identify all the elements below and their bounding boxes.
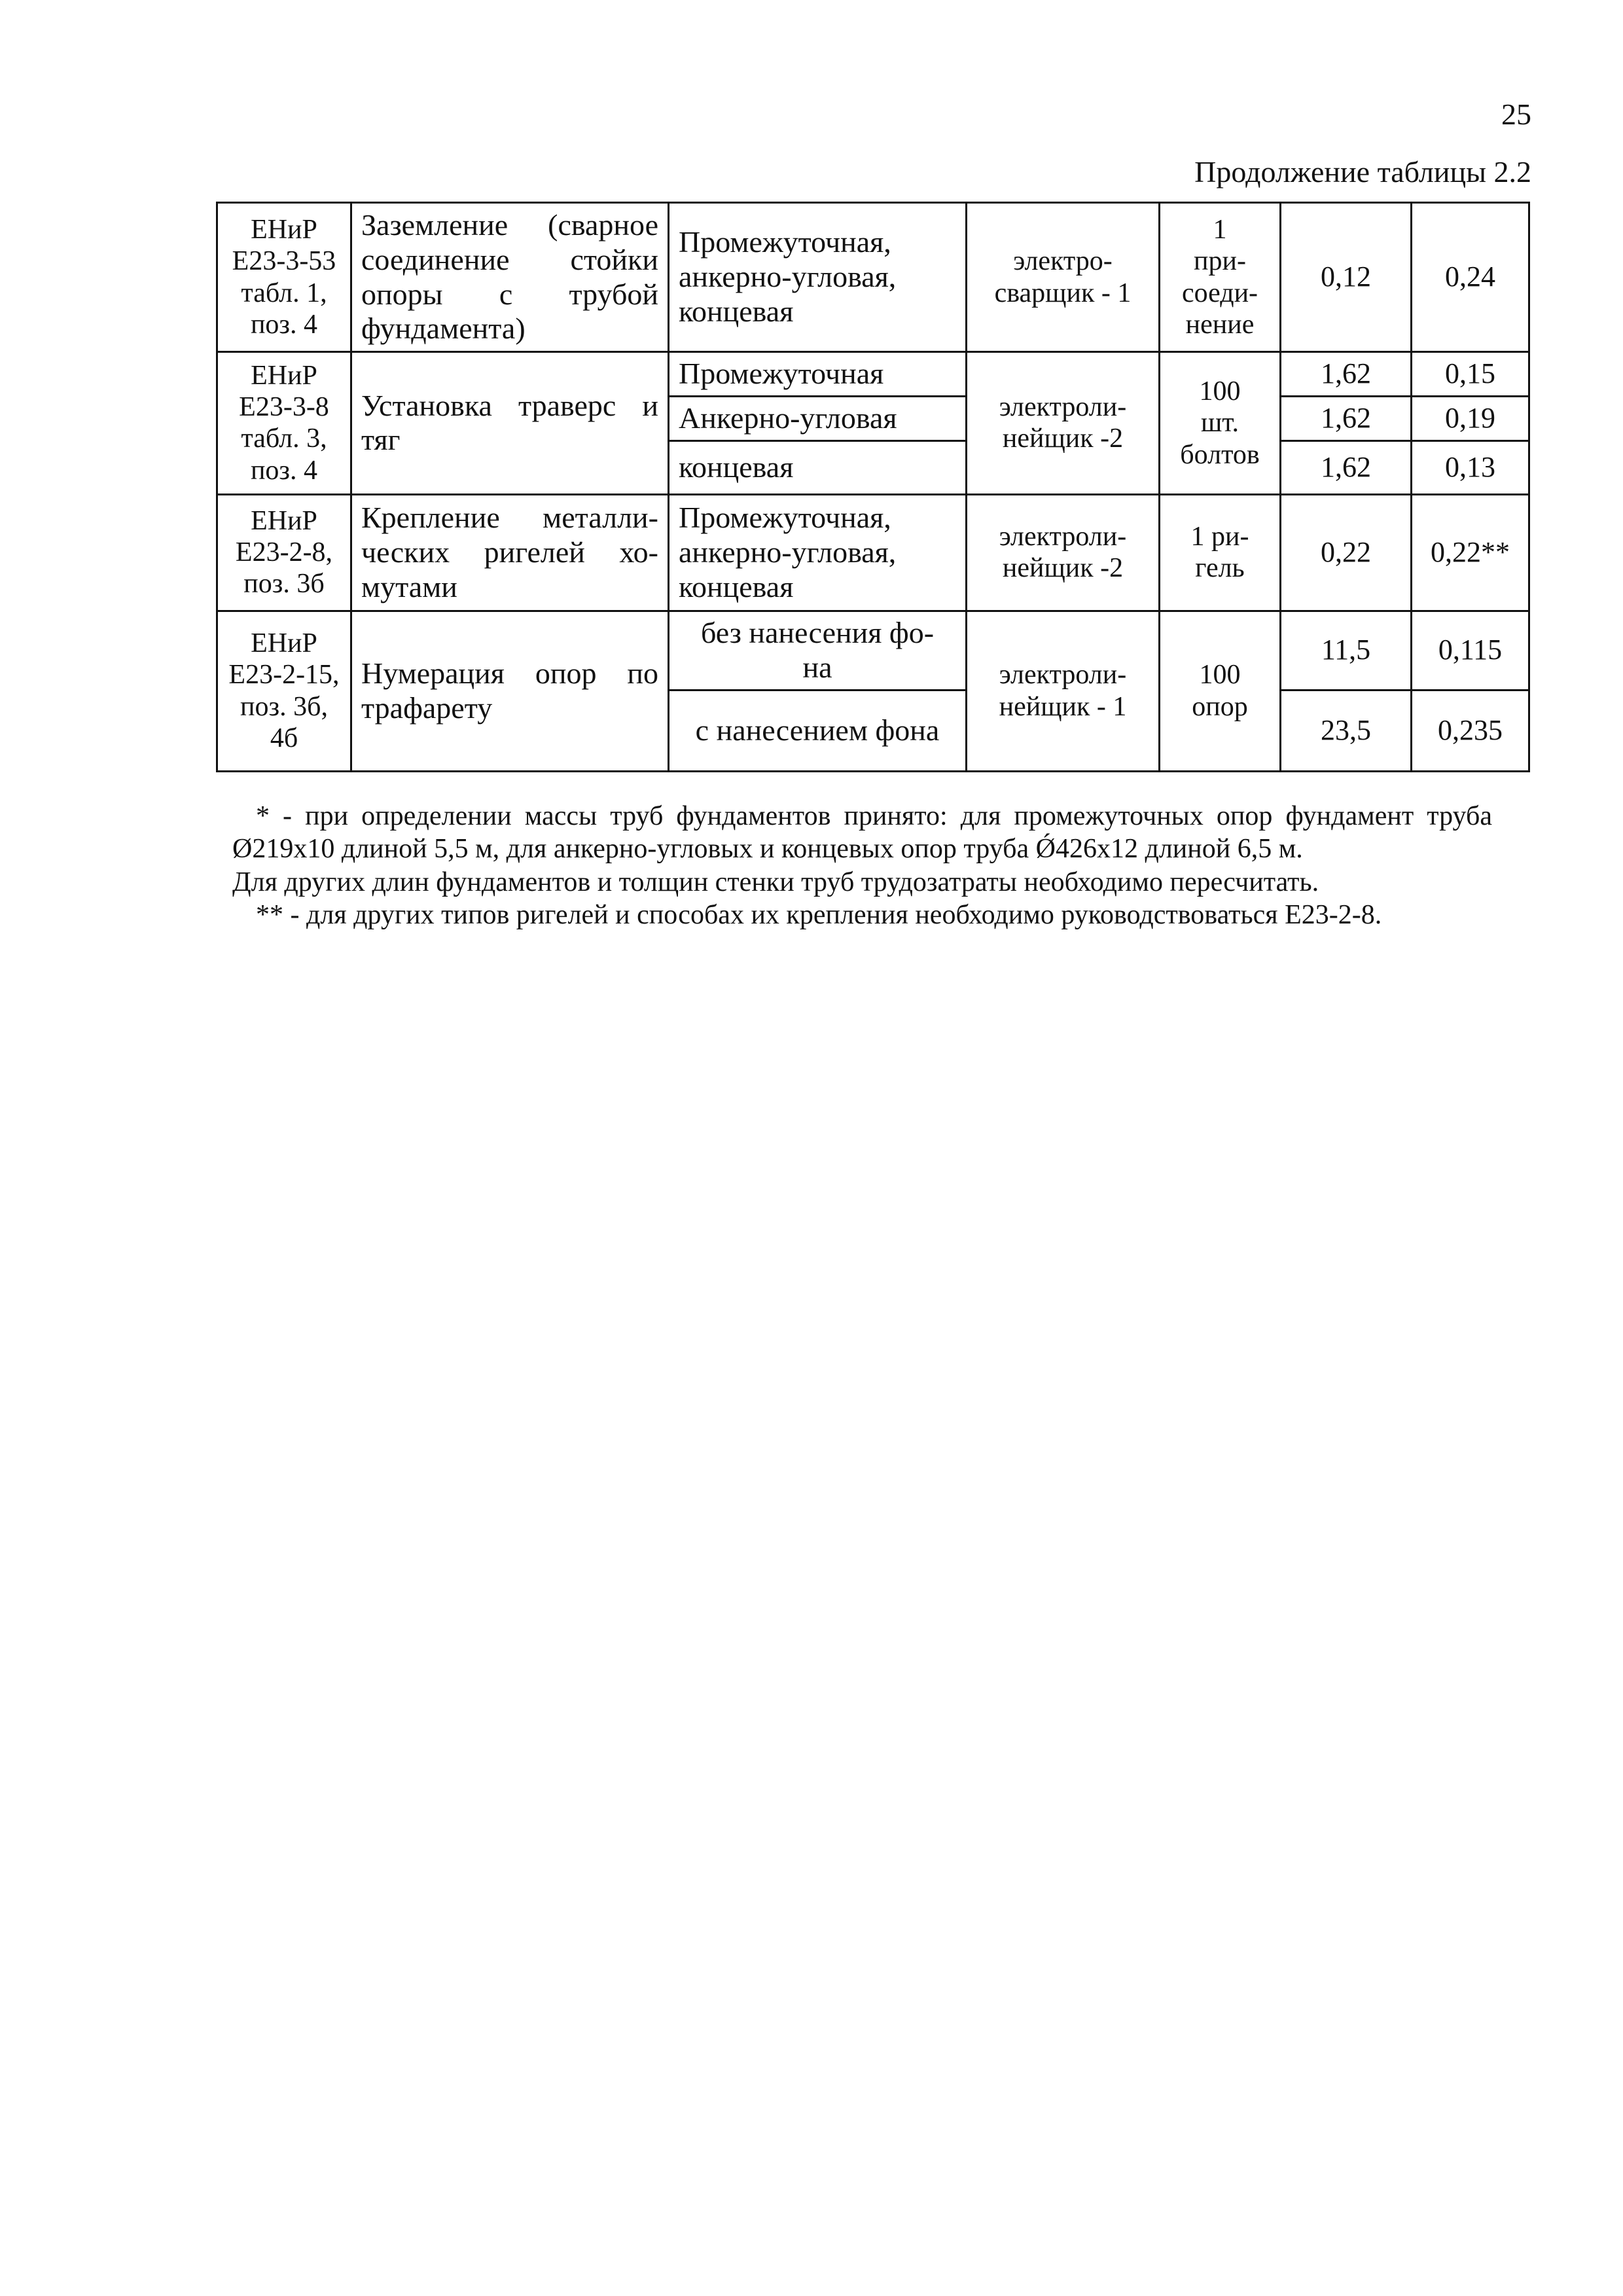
value-1-cell: 0,12 xyxy=(1281,203,1412,352)
value-1-cell: 0,22 xyxy=(1281,494,1412,611)
value-1-cell: 23,5 xyxy=(1281,690,1412,771)
norms-table xyxy=(216,202,1530,772)
footnote-1-continuation: Для других длин фундаментов и толщин стенки труб трудозатраты необходимо пересчитать. xyxy=(232,867,1319,897)
worker-cell: электроли- нейщик - 1 xyxy=(967,611,1160,771)
worker-cell: электро- сварщик - 1 xyxy=(967,203,1160,352)
value-2-cell: 0,15 xyxy=(1412,352,1529,397)
support-type-cell: Промежуточная, анкерно-угловая, концевая xyxy=(669,494,967,611)
value-2-cell: 0,115 xyxy=(1412,611,1529,690)
support-type-cell: Анкерно-угловая xyxy=(669,396,967,440)
footnote-2: ** - для других типов ригелей и способах их крепления необходимо руководствоваться Е23-2-8. xyxy=(256,900,1382,931)
table-row xyxy=(217,203,1529,352)
unit-cell: 100 опор xyxy=(1160,611,1281,771)
value-2-cell: 0,235 xyxy=(1412,690,1529,771)
value-2-cell: 0,24 xyxy=(1412,203,1529,352)
worker-cell: электроли- нейщик -2 xyxy=(967,352,1160,495)
value-2-cell: 0,19 xyxy=(1412,396,1529,440)
unit-cell: 100 шт. болтов xyxy=(1160,352,1281,495)
unit-cell: 1 ри- гель xyxy=(1160,494,1281,611)
work-description-cell: Нумерация опор по трафарету xyxy=(351,611,669,771)
norm-code-cell: ЕНиР Е23-2-8, поз. 3б xyxy=(217,494,351,611)
value-1-cell: 1,62 xyxy=(1281,440,1412,494)
support-type-cell: Промежуточная xyxy=(669,352,967,397)
support-type-cell: концевая xyxy=(669,440,967,494)
norm-code-cell: ЕНиР Е23-2-15, поз. 3б, 4б xyxy=(217,611,351,771)
table-caption: Продолжение таблицы 2.2 xyxy=(1194,155,1531,188)
table-row xyxy=(217,494,1529,611)
value-2-cell: 0,22** xyxy=(1412,494,1529,611)
value-1-cell: 11,5 xyxy=(1281,611,1412,690)
page-number: 25 xyxy=(1501,98,1531,131)
unit-cell: 1 при- соеди- нение xyxy=(1160,203,1281,352)
table-row xyxy=(217,611,1529,690)
value-1-cell: 1,62 xyxy=(1281,352,1412,397)
footnotes xyxy=(232,800,1492,932)
support-type-cell: Промежуточная, анкерно-угловая, концевая xyxy=(669,203,967,352)
table-row xyxy=(217,352,1529,397)
support-type-cell: с нанесением фона xyxy=(669,690,967,771)
norm-code-cell: ЕНиР Е23-3-8 табл. 3, поз. 4 xyxy=(217,352,351,495)
work-description-cell: Установка траверс и тяг xyxy=(351,352,669,495)
value-1-cell: 1,62 xyxy=(1281,396,1412,440)
support-type-cell: без нанесения фо- на xyxy=(669,611,967,690)
worker-cell: электроли- нейщик -2 xyxy=(967,494,1160,611)
norm-code-cell: ЕНиР Е23-3-53 табл. 1, поз. 4 xyxy=(217,203,351,352)
value-2-cell: 0,13 xyxy=(1412,440,1529,494)
work-description-cell: Заземление (сварное соединение стойки опоры с трубой фундамента) xyxy=(351,203,669,352)
footnote-1: * - при определении массы труб фундаментов принято: для промежуточных опор фундамент труба Ø219х10 длиной 5,5 м, для анкерно-угловых и концевых опор труба Ǿ426х12 длиной 6,5 м. xyxy=(232,801,1492,865)
work-description-cell: Крепление металли-ческих ригелей хо-мутами xyxy=(351,494,669,611)
